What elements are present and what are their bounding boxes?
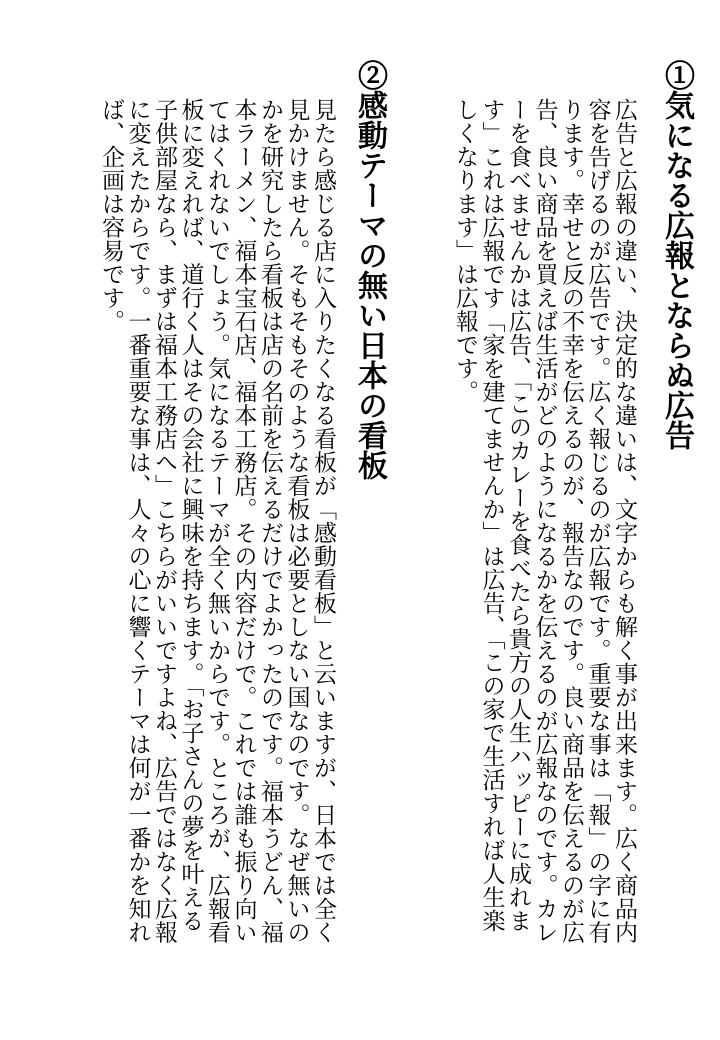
text-column: 見かけません。そもそもそのような看板は必要としない国なのです。なぜ無いの [283, 98, 310, 944]
text-column: 板に変えれば、道行く人はその会社に興味を持ちます。「お子さんの夢を叶える [177, 98, 204, 933]
text-column: 容を告げるのが広告です。広く報じるのが広報です。重要な事は「報」の字に有 [584, 98, 611, 944]
section-2-heading: ②感動テーマの無い日本の看板 [352, 60, 387, 480]
text-column: 告、良い商品を買えば生活がどのようになるかを伝えるのが広報なのです。カレ [531, 98, 558, 944]
text-column: す」これは広報です「家を建てませんか」は広告、「この家で生活すれば人生楽 [478, 98, 505, 933]
text-column: 見たら感じる店に入りたくなる看板が「感動看板」と云いますが、日本では全く [310, 98, 336, 944]
text-column: てはくれないでしょう。気になるテーマが全く無いからです。ところが、広報看 [204, 98, 230, 944]
text-column: 広告と広報の違い、決定的な違いは、文字からも解く事が出来ます。広く商品内 [611, 98, 637, 944]
text-column: しくなります」は広報です。 [452, 98, 478, 404]
text-column: に変えたからです。一番重要な事は、人々の心に響くテーマは何が一番かを知れ [124, 98, 151, 944]
text-column: ーを食べませんかは広告、「このカレーを食べたら貴方の人生ハッピーに成れま [505, 98, 531, 933]
text-column: ば、企画は容易です。 [98, 98, 124, 333]
text-column: 本ラーメン、福本宝石店、福本工務店。その内容だけで。これでは誰も振り向い [230, 98, 257, 944]
section-2-paragraph [98, 98, 337, 1018]
section-1-paragraph [452, 98, 638, 1018]
text-column: かを研究したら看板は店の名前を伝えるだけでよかったのです。福本うどん、福 [257, 98, 283, 944]
text-column: ります。幸せと反の不幸を伝えるのが、報告なのです。良い商品を伝えるのが広 [558, 98, 584, 944]
section-1-heading: ①気になる広報とならぬ広告 [659, 60, 694, 450]
text-column: 子供部屋なら、まずは福本工務店へ」こちらがいいですよね、広告ではなく広報 [151, 98, 177, 944]
